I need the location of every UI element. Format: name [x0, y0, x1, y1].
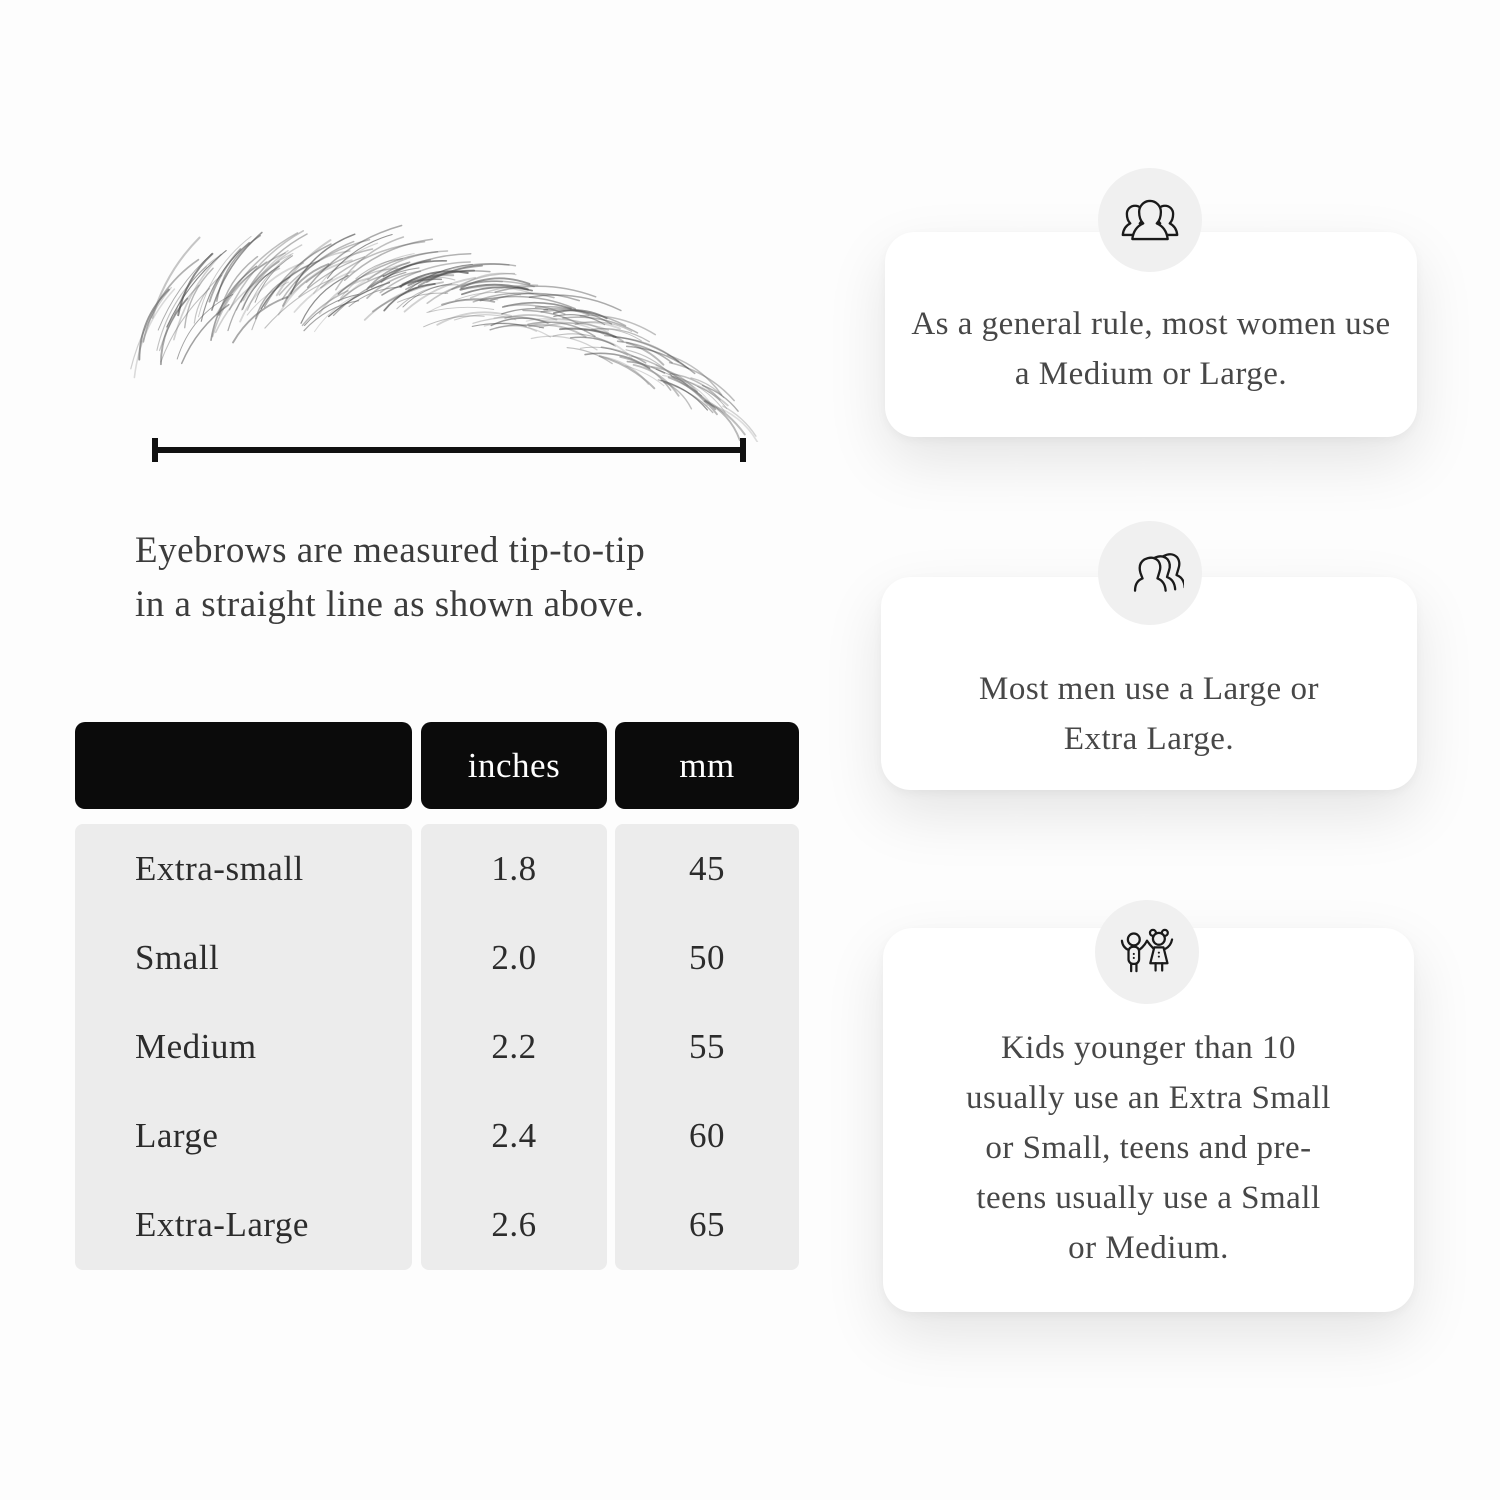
table-cell-mm: 45: [689, 848, 725, 888]
table-header-size: [75, 722, 412, 809]
eyebrow-illustration: [100, 212, 760, 442]
men-group-icon: [1116, 545, 1184, 601]
measurement-caption-line2: in a straight line as shown above.: [135, 584, 645, 625]
table-cell-mm: 65: [689, 1205, 725, 1245]
table-cell-mm: 50: [689, 937, 725, 977]
info-card-men-text: Most men use a Large or Extra Large.: [979, 670, 1319, 757]
table-cell-mm: 55: [689, 1027, 725, 1066]
table-cell-inches: 2.6: [491, 1205, 537, 1245]
table-cell-size: Medium: [135, 1027, 257, 1066]
table-cell-mm: 60: [689, 1116, 725, 1156]
measurement-line-right-cap: [740, 438, 746, 462]
table-cell-inches: 2.2: [491, 1027, 537, 1066]
women-group-icon-circle: [1098, 168, 1202, 272]
kids-icon: [1114, 923, 1180, 981]
men-group-icon-circle: [1098, 521, 1202, 625]
table-cell-size: Extra-Large: [135, 1205, 309, 1245]
measurement-line: [152, 438, 746, 462]
kids-icon-circle: [1095, 900, 1199, 1004]
table-cell-size: Small: [135, 937, 220, 977]
table-cell-size: Large: [135, 1116, 219, 1156]
table-cell-inches: 1.8: [491, 848, 537, 888]
table-cell-inches: 2.0: [491, 937, 537, 977]
table-cell-size: Extra-small: [135, 848, 304, 888]
info-card-kids-text: Kids younger than 10 usually use an Extra Small or Small, teens and pre-teens usually use a Small or Medium.: [966, 1030, 1331, 1266]
table-column-size: [75, 824, 412, 1270]
women-group-icon: [1116, 191, 1184, 249]
measurement-line-bar: [152, 447, 746, 453]
table-column-mm: [615, 824, 799, 1270]
measurement-caption: [135, 524, 755, 632]
table-header-mm: mm: [615, 722, 799, 809]
table-header-inches: inches: [421, 722, 607, 809]
measurement-caption-line1: Eyebrows are measured tip-to-tip: [135, 530, 646, 571]
info-card-women-text: As a general rule, most women use a Medium or Large.: [911, 305, 1391, 392]
table-cell-inches: 2.4: [491, 1116, 537, 1156]
table-column-inches: [421, 824, 607, 1270]
